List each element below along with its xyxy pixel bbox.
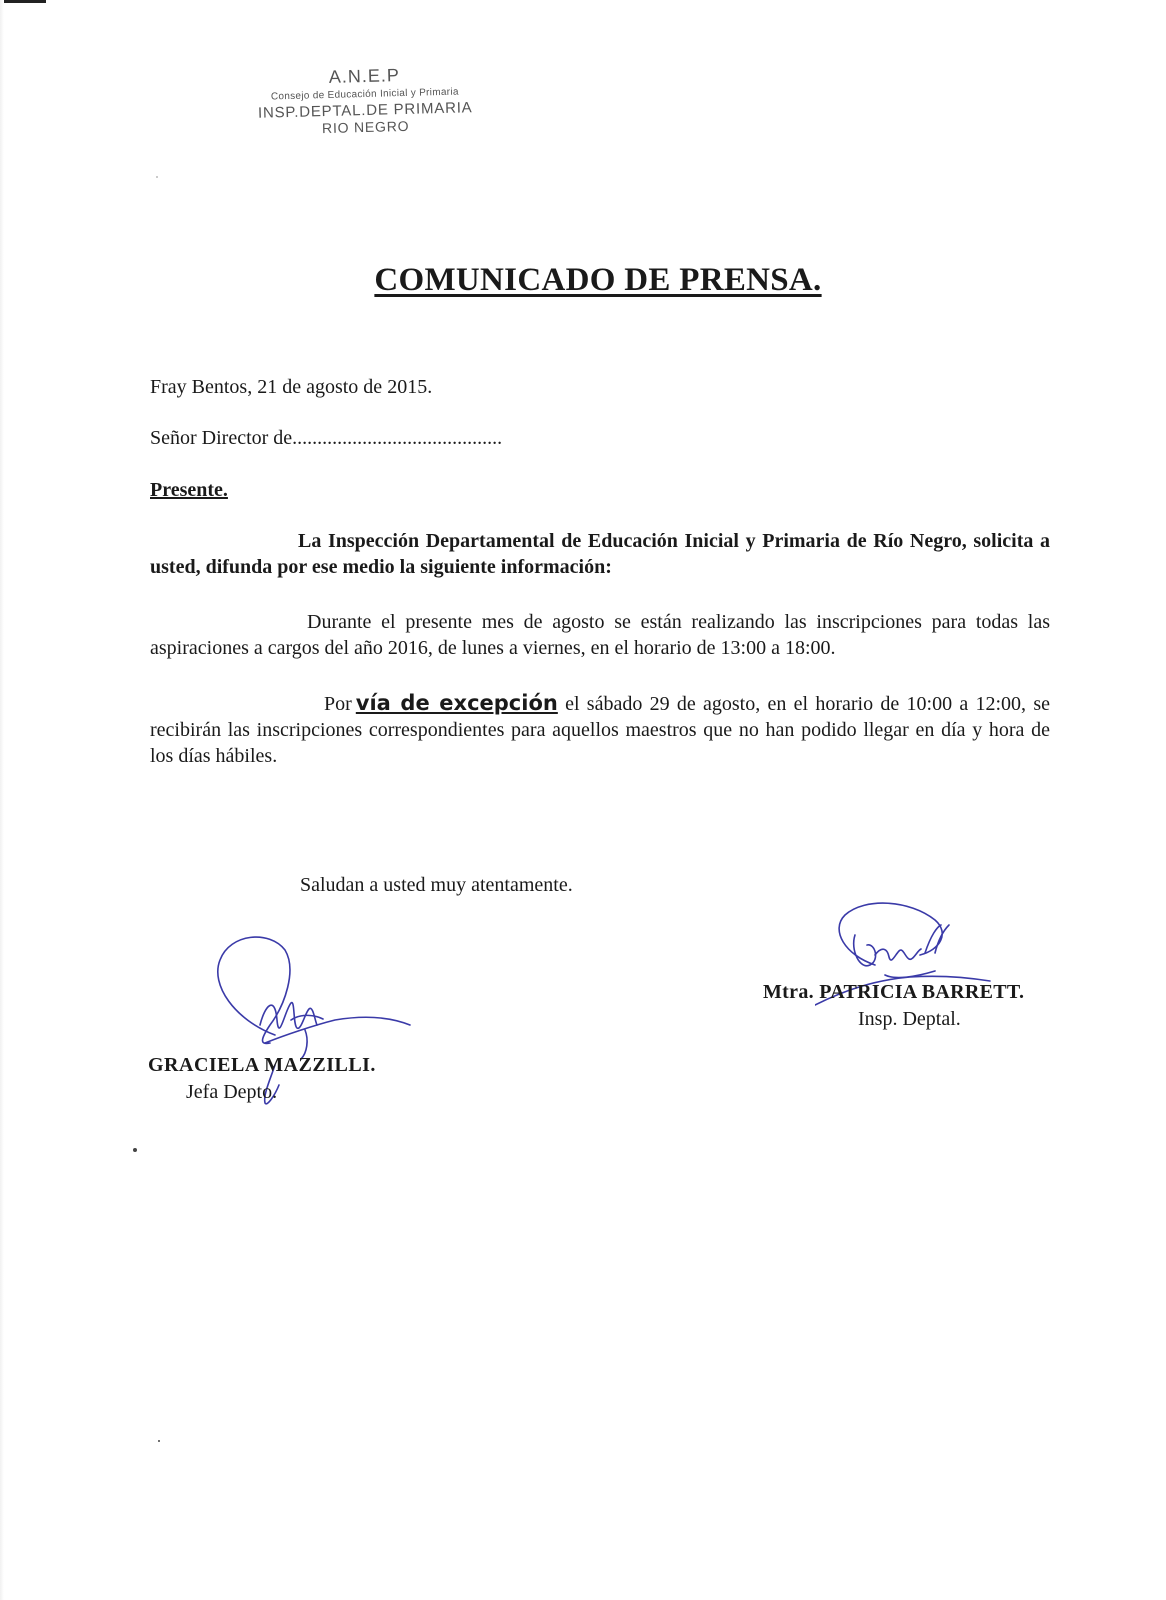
- stamp-line-rio-negro: RIO NEGRO: [321, 117, 410, 137]
- signature-right-name: Mtra. PATRICIA BARRETT.: [763, 981, 1025, 1003]
- presente-heading: Presente.: [150, 479, 228, 501]
- institution-stamp: [239, 63, 491, 139]
- document-title: COMUNICADO DE PRENSA.: [374, 262, 822, 298]
- salutation-line: Señor Director de..........................................: [150, 427, 503, 449]
- signature-left-name: GRACIELA MAZZILLI.: [148, 1054, 376, 1076]
- closing-line: Saludan a usted muy atentamente.: [300, 874, 573, 896]
- paragraph-inscriptions: Durante el presente mes de agosto se están realizando las inscripciones para todas las aspiraciones a cargos del año 2016, de lunes a viernes, en el horario de 13:00 a 18:00.: [150, 611, 1050, 659]
- stamp-line-consejo: Consejo de Educación Inicial y Primaria: [270, 86, 459, 103]
- signature-left-role: Jefa Depto.: [186, 1081, 278, 1103]
- paragraph-request: La Inspección Departamental de Educación Inicial y Primaria de Río Negro, solicita a usted, difunda por ese medio la siguiente información:: [150, 530, 1050, 578]
- date-line: Fray Bentos, 21 de agosto de 2015.: [150, 376, 433, 398]
- paragraph-exception: [150, 690, 1050, 769]
- exception-emphasis: vía de excepción: [355, 691, 558, 715]
- scan-speck: [133, 1148, 137, 1152]
- stamp-line-inspeccion: INSP.DEPTAL.DE PRIMARIA: [257, 99, 473, 122]
- scan-edge-shadow: [0, 0, 4, 1600]
- scan-speck: [158, 1440, 160, 1442]
- scan-speck: [156, 176, 158, 178]
- exception-lead: Por: [324, 693, 352, 715]
- stamp-line-anep: A.N.E.P: [328, 65, 401, 87]
- signature-right-role: Insp. Deptal.: [858, 1008, 961, 1030]
- scan-corner-mark: [0, 0, 46, 3]
- exception-rest: el sábado 29 de agosto, en el horario de 10:00 a 12:00, se recibirán las inscripciones correspondientes para aquellos maestros que no han podido llegar en día y hora de los días hábiles.: [150, 693, 1050, 767]
